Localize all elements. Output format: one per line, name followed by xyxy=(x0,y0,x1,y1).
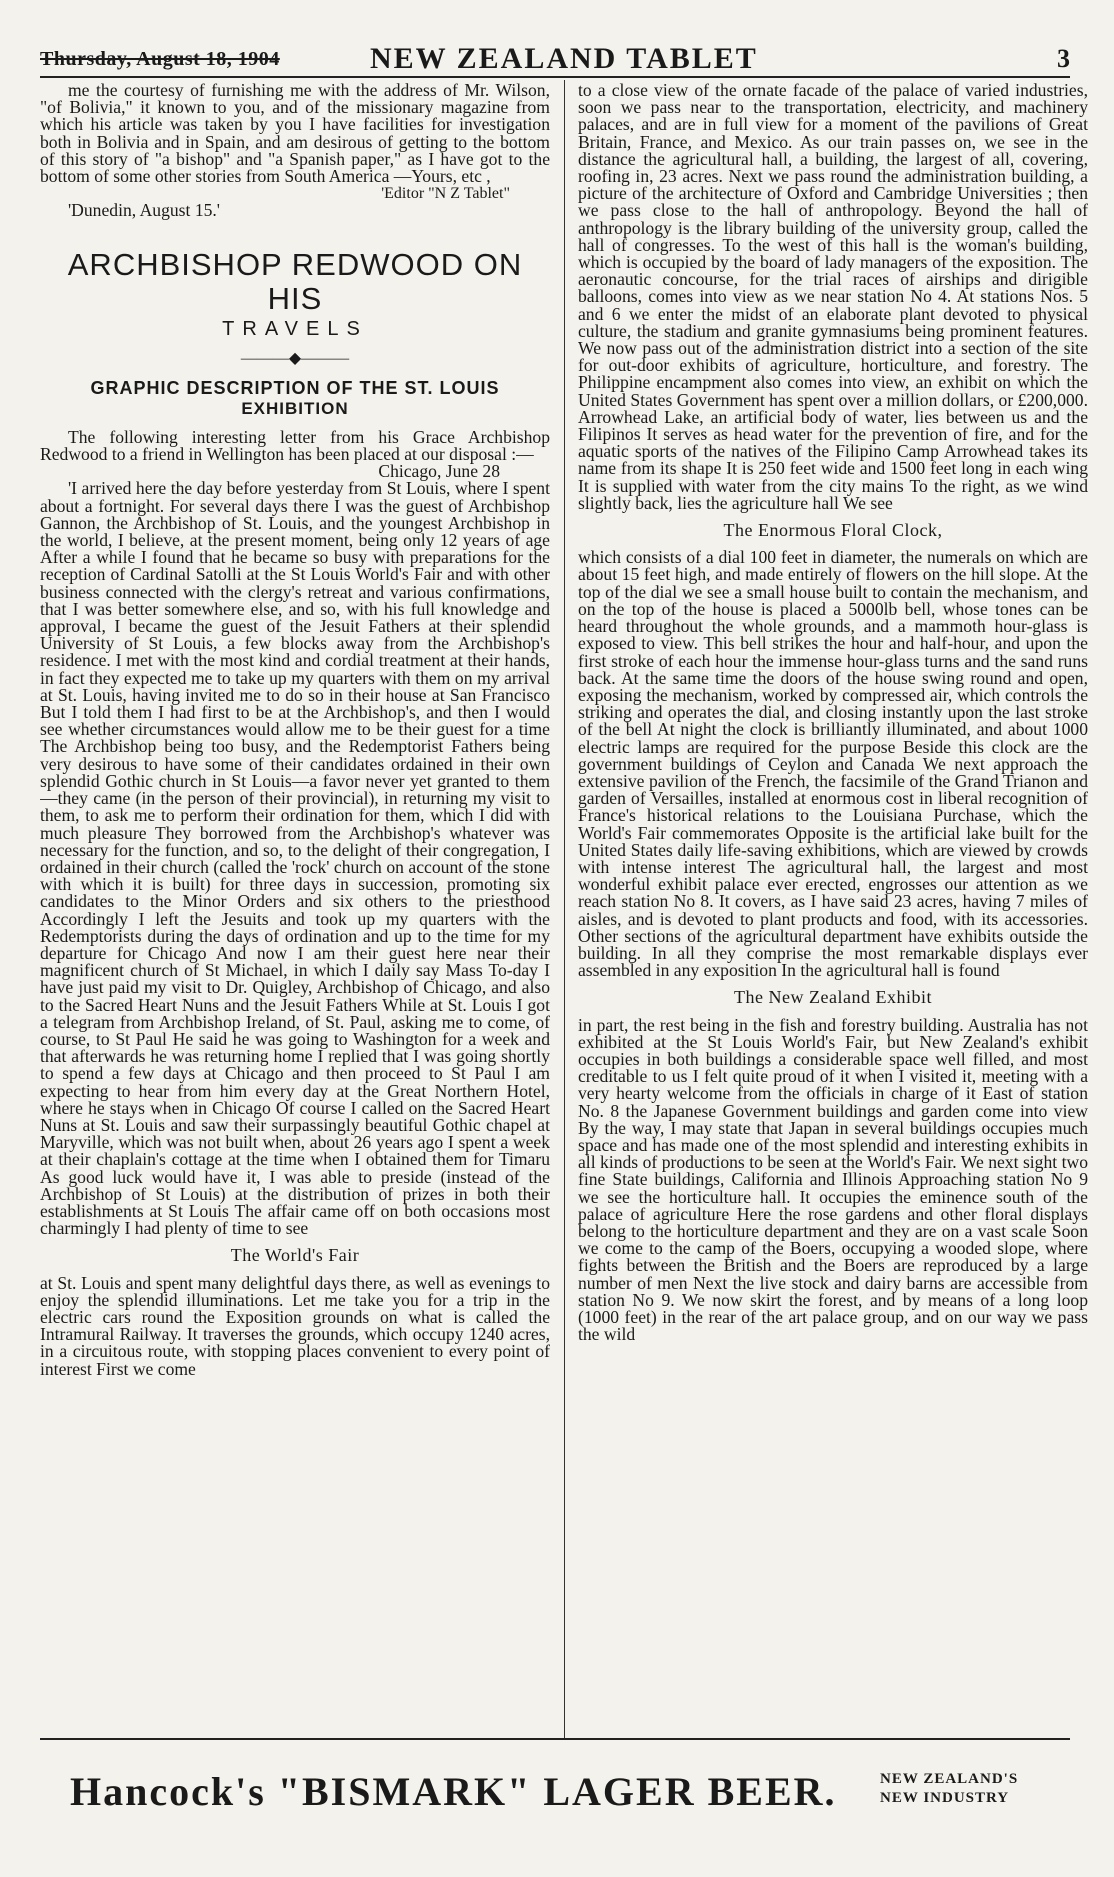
page-number: 3 xyxy=(1057,44,1070,73)
advert-side-line2: NEW INDUSTRY xyxy=(880,1790,1010,1806)
right-column xyxy=(578,82,1088,1732)
advert-beer: Hancock's "BISMARK" LAGER BEER. xyxy=(70,1769,837,1814)
nz-exhibit-paragraph: in part, the rest being in the fish and forestry building. Australia has not exhibited at the St Louis World's Fair, but New Zealand's exhibit occupies in both buildings a considerable space well filled, and most creditable to us I felt quite proud of it when I visited it, meeting with a very hearty welcome from the officials in charge of it East of station No. 8 the Japanese Government buildings and garden come into view By the way, I may state that Japan in several buildings occupies much space and has made one of the most splendid and interesting exhibits in all kinds of productions to be seen at the World's Fair. We next sight two fine State buildings, California and Illinois Approaching station No 9 we see the horticulture hall. It occupies the eminence south of the palace of agriculture Here the rose gardens and other floral displays belong to the horticulture department and they are on a vast scale Soon we come to the camp of the Boers, occupying a wooded slope, where fights between the British and the Boers are reproduced by a large number of men Next the live stock and dairy barns are accessible from station No 9. We now skirt the forest, and by means of a long loop (1000 feet) in the rear of the art palace group, and on our way we pass the wild xyxy=(578,1014,1088,1345)
letter-body: 'I arrived here the day before yesterday from St Louis, where I spent about a fortnight. For several days there I was the guest of Archbishop Gannon, the Archbishop of St. Louis, and the youngest Archbishop in the world, I believe, at the present moment, being only 12 years of age After a while I found that he became so busy with preparations for the reception of Cardinal Satolli at the St Louis World's Fair and with other business connected with the clergy's retreat and various confirmations, that I was better somewhere else, and so, with his full knowledge and approval, I became the guest of the Jesuit Fathers at their splendid University of St Louis, a few blocks away from the Archbishop's residence. I met with the most kind and cordial treatment at their hands, in fact they expected me to take up my quarters with them on my arrival at St. Louis, having invited me to do so in their house at San Francisco But I told them I had first to be at the Archbishop's, and then I would see whether circumstances would allow me to be their guest for a time The Archbishop being too busy, and the Redemptorist Fathers being very desirous to have some of their candidates ordained in their own splendid Gothic church in St Louis—a favor never yet granted to them—they came (in the person of their provincial), in returning my visit to them, to ask me to perform their ordination for them, which I did with much pleasure They borrowed from the Archbishop's whatever was necessary for the function, and so, to the delight of their congregation, I ordained in their church (called the 'rock' church on account of the stone with which it is built) for three days in succession, promoting six candidates to the Minor Orders and six others to the priesthood Accordingly I left the Jesuits and took up my quarters with the Redemptorists during the days of ordination and up to the time for my departure for Chicago And now I am their guest here near their magnificent church of St Michael, in which I daily say Mass To-day I have just paid my visit to Dr. Quigley, Archbishop of Chicago, and also to the Sacred Heart Nuns and the Jesuit Fathers While at St. Louis I got a telegram from Archbishop Ireland, of St. Paul, asking me to come, of course, to St Paul He said he was going to Washington for a week and that afterwards he was returning home I replied that I was going shortly to spend a few days at Chicago and then proceed to St Paul I am expecting to hear from him every day at the Great Northern Hotel, where he stays when in Chicago Of course I called on the Sacred Heart Nuns at St. Louis and saw their surpassingly beautiful Gothic chapel at Maryville, which was not built when, about 26 years ago I spent a week at their chaplain's cottage at the time when I obtained them for Timaru As good luck would have it, I was able to preside (instead of the Archbishop of St Louis) at the distribution of prizes in both their establishments at St Louis The affair came off on both occasions most charmingly I had plenty of time to see xyxy=(40,478,550,1239)
column-divider xyxy=(564,80,565,1738)
section-head-nz-exhibit: The New Zealand Exhibit xyxy=(734,987,932,1008)
section-head-floral-clock: The Enormous Floral Clock, xyxy=(723,520,943,541)
article-lead: The following interesting letter from his Grace Archbishop Redwood to a friend in Wellington has been placed at our disposal :— xyxy=(40,426,550,465)
advert-rule xyxy=(40,1738,1070,1740)
page-header xyxy=(40,42,1070,75)
header-date: Thursday, August 18, 1904 xyxy=(40,48,280,70)
left-column xyxy=(40,82,550,1732)
article-deck-line2: EXHIBITION xyxy=(241,398,349,418)
article-headline: ARCHBISHOP REDWOOD ON HIS xyxy=(67,246,523,316)
worlds-fair-paragraph: at St. Louis and spent many delightful days there, as well as evenings to enjoy the splendid illuminations. Let me take you for a trip in the electric cars round the Exposition grounds on what is called the Intramural Railway. It traverses the grounds, which occupy 1240 acres, in a circuitous route, with stopping places convenient to every point of interest First we come xyxy=(40,1272,550,1379)
article-deck-line1: GRAPHIC DESCRIPTION OF THE ST. LOUIS xyxy=(90,377,500,398)
advert-side xyxy=(880,1770,1018,1808)
tour-paragraph: to a close view of the ornate facade of the palace of varied industries, soon we pass near to the transportation, electricity, and machinery palaces, and are in full view for a moment of the pavilions of Great Britain, France, and Mexico. As our train passes on, we see in the distance the agricultural hall, a building, the largest of all, covering, roofing in, 23 acres. Next we pass round the administration building, a picture of the architecture of Oxford and Cambridge Universities ; then we pass close to the hall of anthropology. Beyond the hall of anthropology is the library building of the university group, called the hall of congresses. To the west of this hall is the woman's building, which is occupied by the board of lady managers of the exposition. The aeronautic concourse, for the trial races of airships and dirigible balloons, comes into view as we near station No 4. At stations Nos. 5 and 6 we enter the midst of an elaborate plant devoted to physical culture, the stadium and granite gymnasiums being prominent features. We now pass out of the administration district into a section of the site for out-door exhibits of agriculture, horticulture, and forestry. The Philippine encampment also comes into view, an exhibit on which the United States Government has spent over a million dollars, or £200,000. Arrowhead Lake, an artificial body of water, lies between us and the Filipinos It serves as head water for the prevention of fire, and for the aquatic sports of the natives of the Filipino Camp Arrowhead takes its name from its shape It is 250 feet wide and 1500 feet long in each wing It is supplied with water from the city mains To the right, as we wind slightly back, lies the agriculture hall We see xyxy=(578,82,1088,513)
editor-signature: 'Editor "N Z Tablet" xyxy=(381,185,510,203)
ornament-divider: ———◆——— xyxy=(240,349,350,367)
letter-place-date: Chicago, June 28 xyxy=(378,461,500,482)
floral-clock-paragraph: which consists of a dial 100 feet in diameter, the numerals on which are about 15 feet high, and made entirely of flowers on the hill slope. At the top of the dial we see a small house built to contain the mechanism, and on the top of the house is placed a 5000lb bell, whose tones can be heard throughout the whole grounds, and a mammoth hour-glass is exposed to view. This bell strikes the hour and half-hour, and upon the first stroke of each hour the immense hour-glass turns and the sand runs back. At the same time the doors of the house swing round and open, exposing the mechanism, worked by compressed air, which controls the striking and operates the dial, and closing instantly upon the last stroke of the bell At night the clock is brilliantly illuminated, and about 1000 electric lamps are required for the purpose Beside this clock are the government buildings of Ceylon and Canada We next approach the extensive pavilion of the French, the facsimile of the Grand Trianon and garden of Versailles, installed at enormous cost in liberal recognition of France's historical relations to the Louisiana Purchase, which the World's Fair commemorates Opposite is the artificial lake built for the United States daily life-saving exhibitions, which are viewed by crowds with intense interest The agricultural hall, the largest and most wonderful exhibit palace ever erected, engrosses our attention as we reach station No 8. It covers, as I have said 23 acres, having 7 miles of aisles, and is devoted to plant products and food, with its accessories. Other sections of the agricultural department have exhibits outside the building. In all they comprise the most remarkable displays ever assembled in any exposition In the agricultural hall is found xyxy=(578,547,1088,981)
section-head-worlds-fair: The World's Fair xyxy=(230,1245,360,1266)
dateline: 'Dunedin, August 15.' xyxy=(68,200,220,221)
article-subhead: TRAVELS xyxy=(222,317,368,340)
header-rule xyxy=(40,76,1070,78)
newspaper-title: NEW ZEALAND TABLET xyxy=(370,42,758,75)
advert-side-line1: NEW ZEALAND'S xyxy=(880,1771,1019,1787)
letter-intro: me the courtesy of furnishing me with the address of Mr. Wilson, "of Bolivia," it known to you, and of the missionary magazine from which his article was taken by you I have facilities for investigation both in Bolivia and in Spain, and am desirous of getting to the bottom of this story of "a bishop" and "a Spanish paper," as I have got to the bottom of some other stories from South America —Yours, etc , xyxy=(40,82,550,187)
